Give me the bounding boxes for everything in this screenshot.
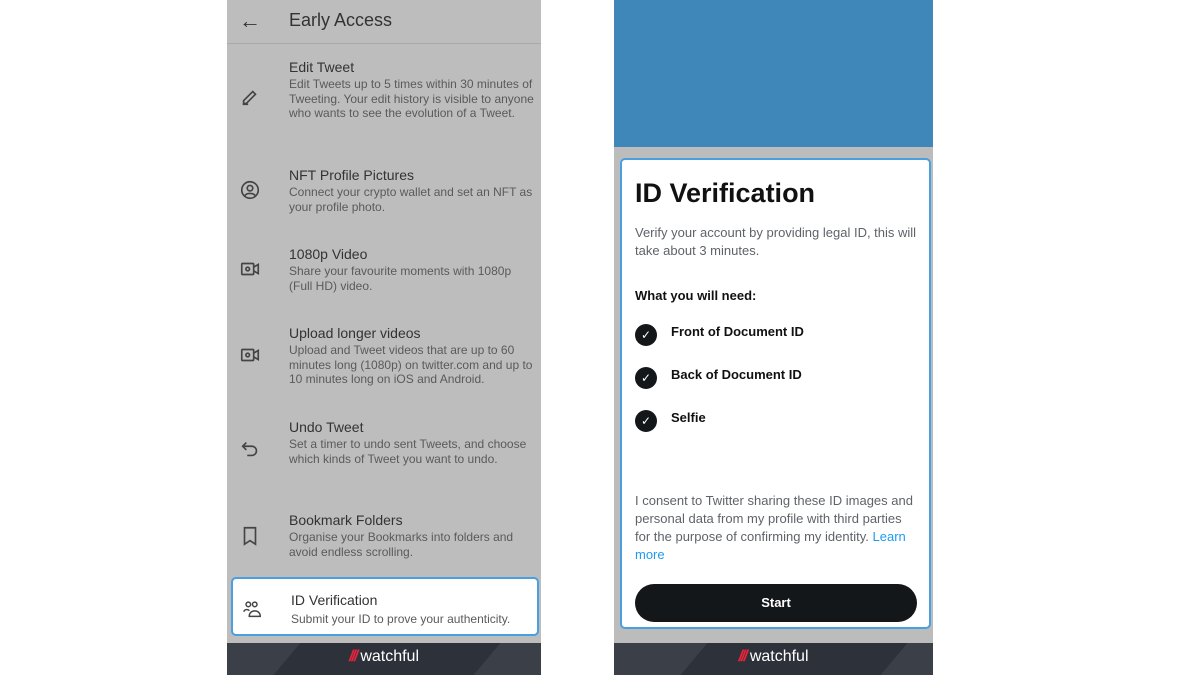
requirement-item — [635, 410, 706, 432]
banner — [614, 0, 933, 147]
start-button[interactable]: Start — [635, 584, 917, 622]
requirement-item — [635, 367, 802, 389]
consent-body: I consent to Twitter sharing these ID images and personal data from my profile with third parties for the purpose of confirming my identity. — [635, 493, 913, 544]
back-arrow-icon[interactable]: ← — [239, 8, 261, 33]
check-icon: ✓ — [635, 367, 657, 389]
id-verification-card — [620, 158, 931, 629]
feature-title: Bookmark Folders — [289, 512, 403, 528]
video-icon — [239, 258, 261, 280]
watermark-bar — [227, 643, 541, 675]
feature-title: 1080p Video — [289, 246, 368, 262]
feature-title: Undo Tweet — [289, 419, 364, 435]
learn-more-link[interactable]: Learn more — [635, 529, 906, 562]
pencil-icon — [239, 86, 261, 108]
check-icon: ✓ — [635, 410, 657, 432]
feature-title: Upload longer videos — [289, 325, 421, 341]
feature-desc: Set a timer to undo sent Tweets, and choose which kinds of Tweet you want to undo. — [289, 437, 527, 466]
header — [227, 0, 541, 44]
feature-desc: Connect your crypto wallet and set an NFT as your profile photo. — [289, 185, 533, 214]
feature-desc: Edit Tweets up to 5 times within 30 minutes of Tweeting. Your edit history is visible to anyone who wants to see the evolution of a Tweet. — [289, 77, 534, 120]
feature-title: ID Verification — [291, 592, 378, 608]
feature-id-verification[interactable] — [231, 577, 539, 636]
feature-desc: Upload and Tweet videos that are up to 60 minutes long (1080p) on twitter.com and up to 10 minutes long on iOS and Android. — [289, 343, 533, 386]
feature-desc: Submit your ID to prove your authenticity. — [291, 612, 511, 626]
watermark-text: watchful — [360, 648, 420, 665]
video-icon — [239, 344, 261, 366]
watermark-text: watchful — [749, 648, 809, 665]
requirement-label: Selfie — [671, 409, 706, 425]
id-verification-screen — [614, 0, 933, 675]
consent-text — [635, 492, 920, 564]
check-icon: ✓ — [635, 324, 657, 346]
profile-circle-icon — [239, 179, 261, 201]
card-title: ID Verification — [635, 178, 816, 208]
card-description: Verify your account by providing legal ID, this will take about 3 minutes. — [635, 225, 917, 258]
early-access-screen — [227, 0, 541, 675]
feature-desc: Organise your Bookmarks into folders and avoid endless scrolling. — [289, 530, 514, 559]
feature-title: Edit Tweet — [289, 59, 355, 75]
requirement-label: Back of Document ID — [671, 366, 802, 382]
people-icon — [241, 598, 263, 620]
requirement-label: Front of Document ID — [671, 323, 804, 339]
feature-desc: Share your favourite moments with 1080p (Full HD) video. — [289, 264, 512, 293]
requirement-item — [635, 324, 804, 346]
watermark-bar — [614, 643, 933, 675]
page-title: Early Access — [289, 10, 393, 30]
watchful-logo-icon: /// — [738, 648, 746, 665]
watchful-logo-icon: /// — [348, 648, 357, 665]
feature-title: NFT Profile Pictures — [289, 167, 414, 183]
requirements-label: What you will need: — [635, 288, 757, 303]
bookmark-icon — [239, 525, 261, 547]
undo-icon — [239, 438, 261, 460]
